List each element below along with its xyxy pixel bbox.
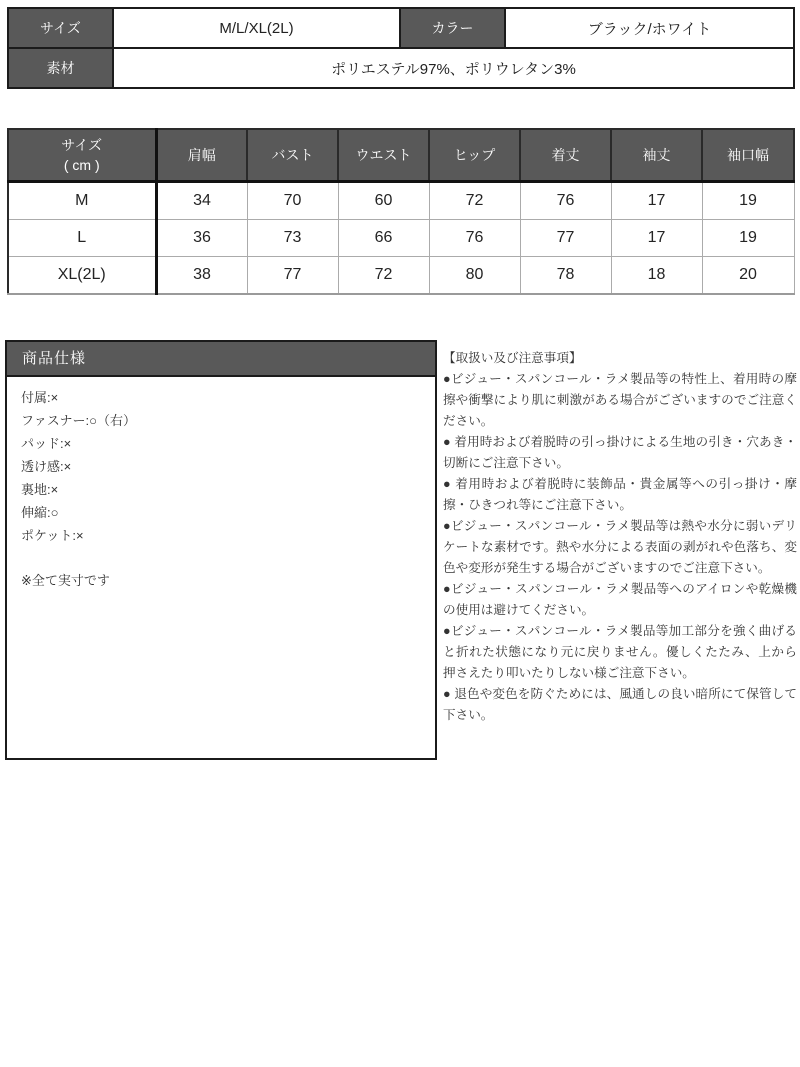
col-header-hip: ヒップ	[429, 129, 520, 182]
spec-box-title: 商品仕様	[5, 340, 437, 377]
notice-item: ●ビジュー・スパンコール・ラメ製品等へのアイロンや乾燥機の使用は避けてください。	[443, 582, 797, 617]
handling-notices	[443, 348, 797, 726]
cell-value: 17	[611, 220, 702, 257]
cell-value: 34	[156, 182, 247, 220]
col-header-waist: ウエスト	[338, 129, 429, 182]
cell-value: 78	[520, 257, 611, 295]
corner-line1: サイズ	[61, 137, 103, 153]
color-value: ブラック/ホワイト	[505, 8, 794, 48]
spec-item-sheerness: 透け感:×	[21, 459, 72, 474]
notice-item: ●ビジュー・スパンコール・ラメ製品等加工部分を強く曲げると折れた状態になり元に戻りません。優しくたたみ、上から押さえたり叩いたりしない様ご注意下さい。	[443, 624, 797, 680]
cell-value: 18	[611, 257, 702, 295]
spec-note: ※全て実寸です	[21, 573, 110, 588]
cell-value: 73	[247, 220, 338, 257]
cell-value: 19	[702, 182, 794, 220]
spec-item-accessory: 付属:×	[21, 390, 59, 405]
cell-value: 20	[702, 257, 794, 295]
spec-box-body	[5, 377, 437, 760]
material-label: 素材	[8, 48, 113, 88]
size-name: L	[8, 220, 156, 257]
cell-value: 19	[702, 220, 794, 257]
info-table	[7, 7, 795, 89]
size-name: M	[8, 182, 156, 220]
material-value: ポリエステル97%、ポリウレタン3%	[113, 48, 794, 88]
cell-value: 38	[156, 257, 247, 295]
size-name: XL(2L)	[8, 257, 156, 295]
corner-line2: ( cm )	[63, 157, 100, 173]
spec-item-fastener: ファスナー:○（右）	[21, 413, 136, 428]
col-header-shoulder: 肩幅	[156, 129, 247, 182]
col-header-bust: バスト	[247, 129, 338, 182]
notice-item: ● 着用時および着脱時に装飾品・貴金属等への引っ掛け・摩擦・ひきつれ等にご注意下さい。	[443, 477, 797, 512]
size-row-l	[8, 220, 794, 257]
spec-item-pad: パッド:×	[21, 436, 72, 451]
size-row-m	[8, 182, 794, 220]
size-value: M/L/XL(2L)	[113, 8, 400, 48]
size-chart-corner-cell	[8, 129, 156, 182]
color-label: カラー	[400, 8, 505, 48]
cell-value: 17	[611, 182, 702, 220]
info-row-material	[8, 48, 794, 88]
col-header-length: 着丈	[520, 129, 611, 182]
spec-item-stretch: 伸縮:○	[21, 505, 59, 520]
notice-item: ●ビジュー・スパンコール・ラメ製品等の特性上、着用時の摩擦や衝撃により肌に刺激がある場合がございますのでご注意ください。	[443, 372, 797, 428]
cell-value: 72	[338, 257, 429, 295]
notice-item: ● 着用時および着脱時の引っ掛けによる生地の引き・穴あき・切断にご注意下さい。	[443, 435, 797, 470]
size-row-xl	[8, 257, 794, 295]
spec-item-lining: 裏地:×	[21, 482, 59, 497]
col-header-cuff: 袖口幅	[702, 129, 794, 182]
cell-value: 66	[338, 220, 429, 257]
notice-item: ● 退色や変色を防ぐためには、風通しの良い暗所にて保管して下さい。	[443, 687, 797, 722]
cell-value: 36	[156, 220, 247, 257]
spec-box	[5, 340, 437, 760]
cell-value: 77	[520, 220, 611, 257]
size-chart-table	[7, 128, 795, 295]
cell-value: 70	[247, 182, 338, 220]
size-chart-header-row	[8, 129, 794, 182]
cell-value: 77	[247, 257, 338, 295]
cell-value: 76	[429, 220, 520, 257]
notices-title: 【取扱い及び注意事項】	[443, 351, 582, 365]
info-row-size-color	[8, 8, 794, 48]
col-header-sleeve: 袖丈	[611, 129, 702, 182]
size-label: サイズ	[8, 8, 113, 48]
notice-item: ●ビジュー・スパンコール・ラメ製品等は熱や水分に弱いデリケートな素材です。熱や水分による表面の剥がれや色落ち、変色や変形が発生する場合がございますのでご注意下さい。	[443, 519, 797, 575]
spec-item-pocket: ポケット:×	[21, 528, 84, 543]
cell-value: 76	[520, 182, 611, 220]
cell-value: 80	[429, 257, 520, 295]
cell-value: 60	[338, 182, 429, 220]
cell-value: 72	[429, 182, 520, 220]
